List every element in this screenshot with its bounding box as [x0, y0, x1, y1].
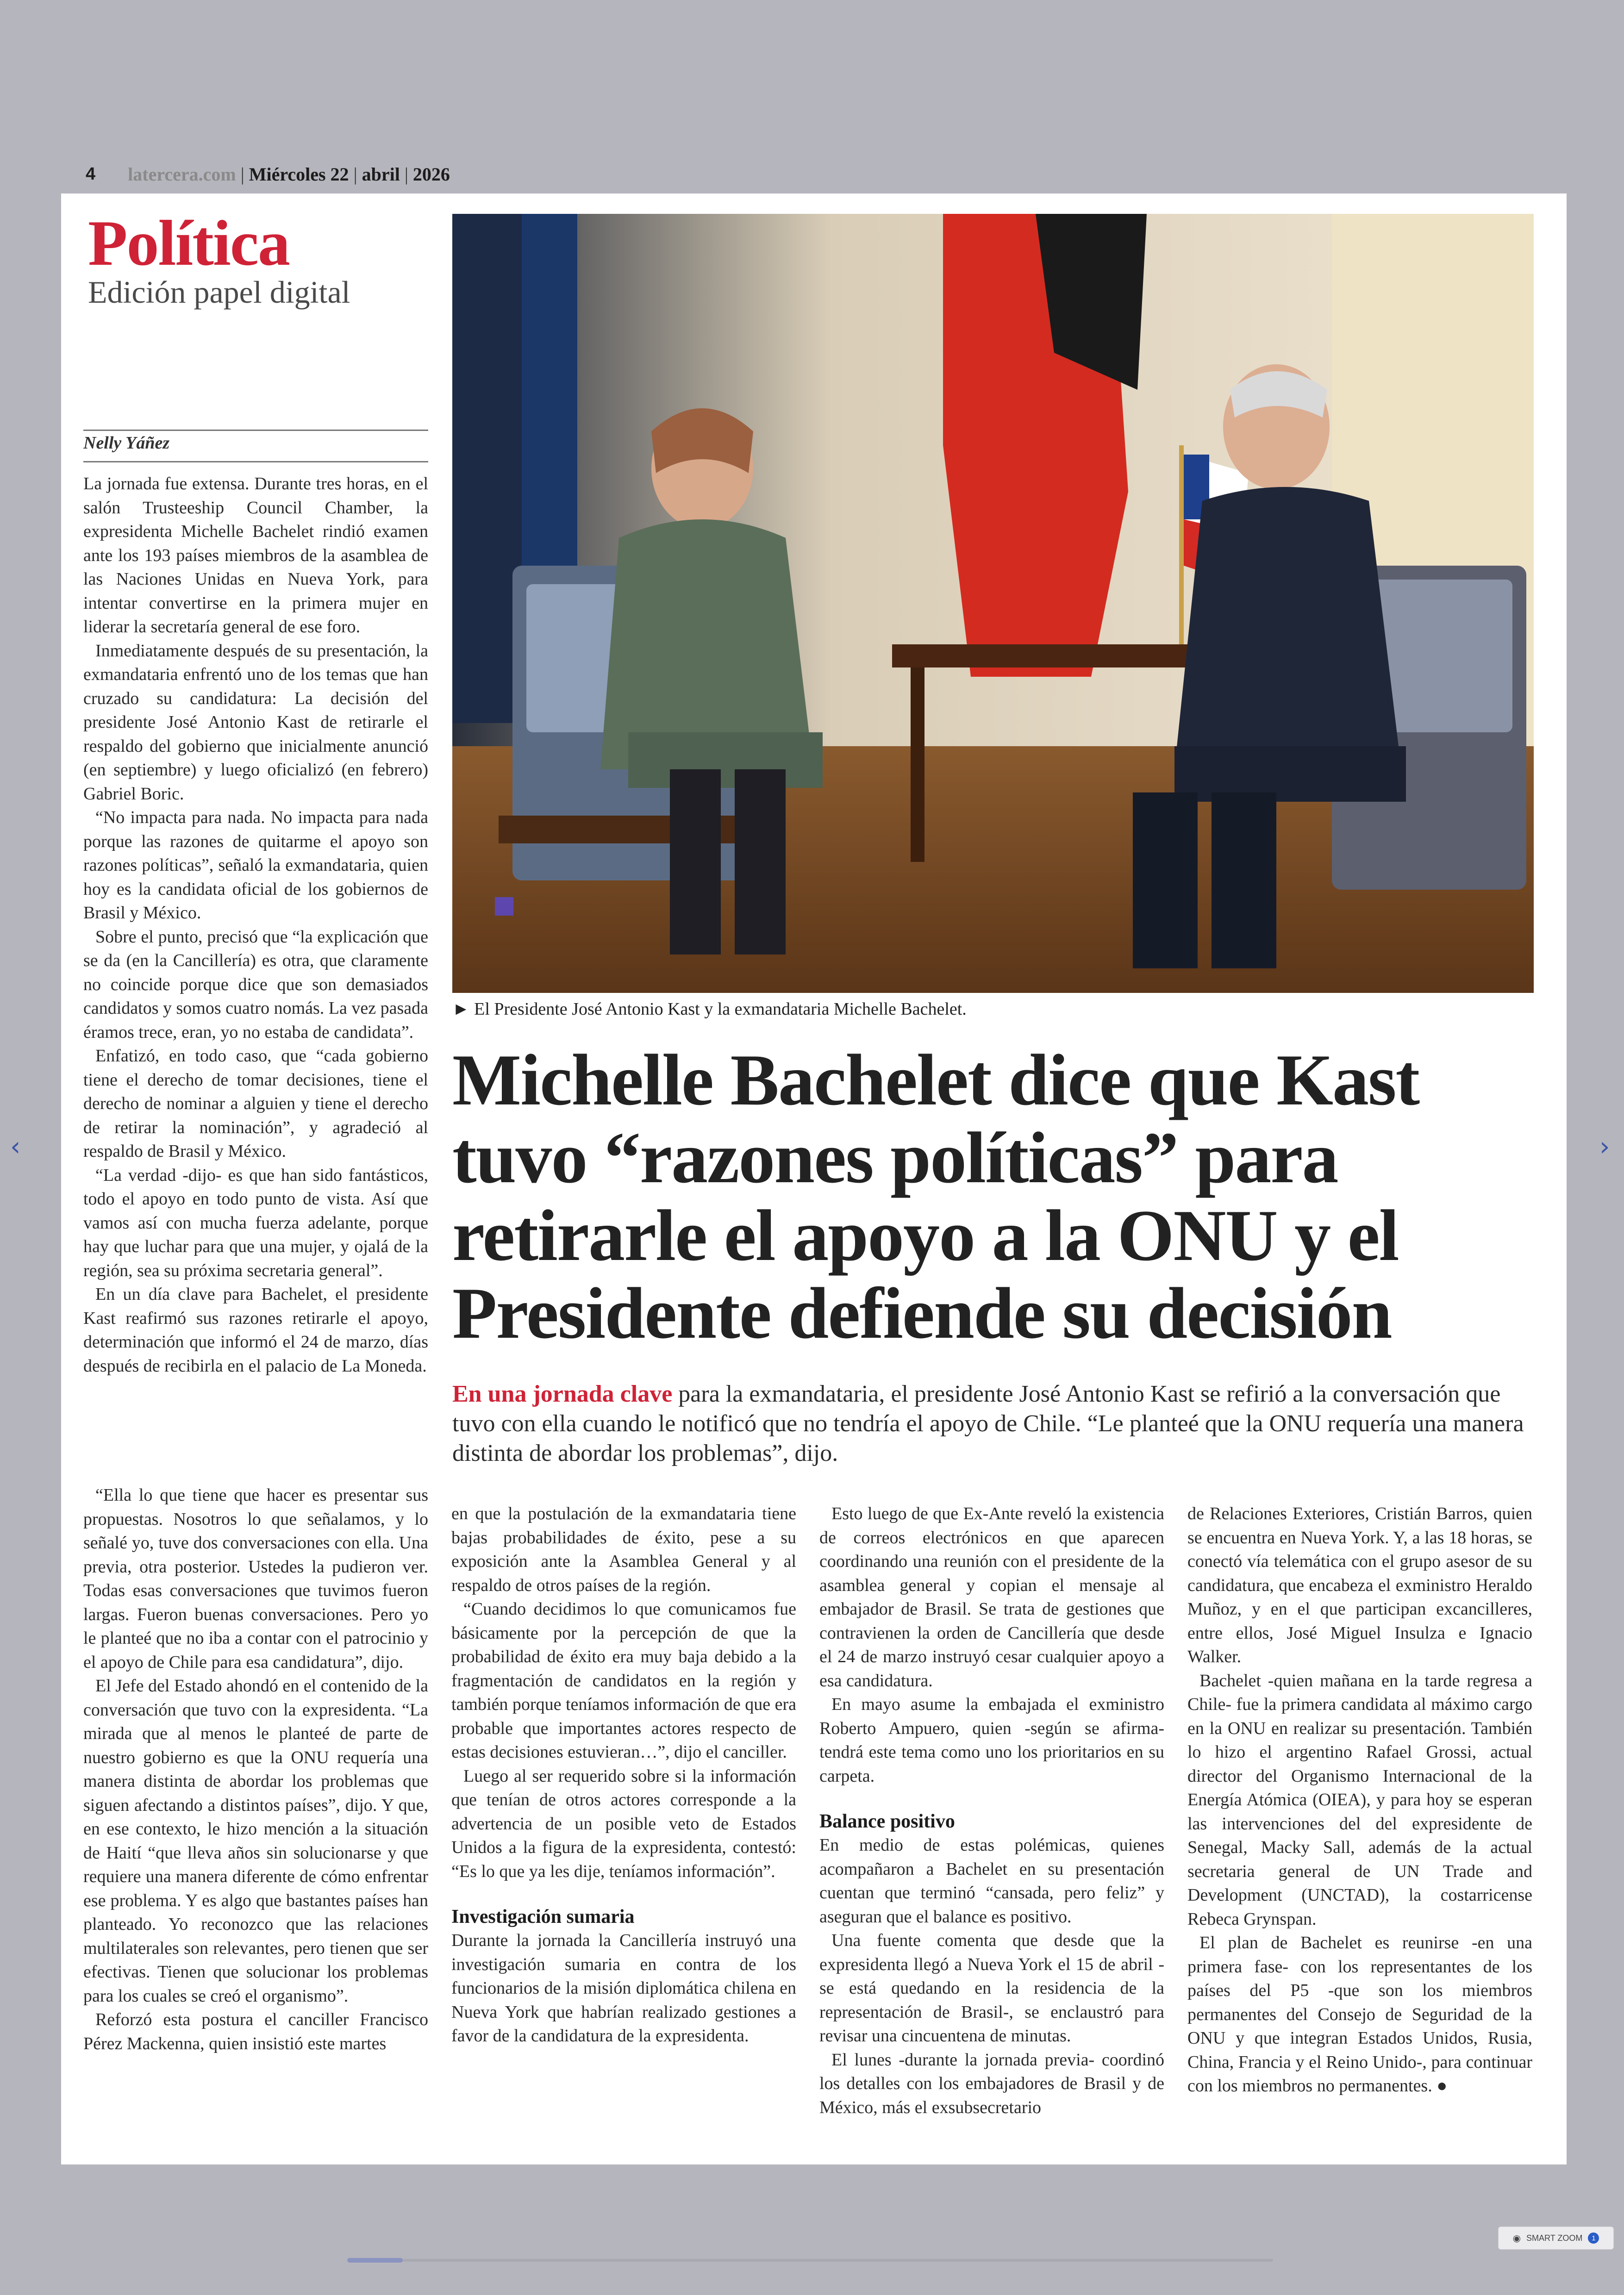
author-rule-top — [83, 430, 428, 431]
paragraph: El Jefe del Estado ahondó en el contenido de la conversación que tuvo con la expresidenta. “La mirada que al menos le planteé de parte de nuestro gobierno es que la ONU requería una manera distinta de abordar los problemas que siguen afectando a distintos países”, dijo. Y que, en ese contexto, le hizo mención a la situación de Haití “que lleva años sin solucionarse y que requiere una manera diferente de cómo enfrentar ese problema. Y es algo que bastantes países han planteado. Yo reconozco que las relaciones multilaterales son relevantes, pero tienen que ser efectivas. Tienen que solucionar los problemas para los cuales se creó el organismo”. — [83, 1676, 428, 2006]
column-2 — [451, 1502, 796, 2048]
photo-illustration — [452, 214, 1534, 993]
column-1-top — [83, 472, 428, 1378]
smart-zoom-label: SMART ZOOM — [1526, 2233, 1583, 2243]
column-4 — [1187, 1502, 1532, 2098]
date-weekday: Miércoles 22 — [249, 163, 349, 185]
byline: Nelly Yáñez — [83, 433, 170, 453]
section-title: Política — [88, 207, 289, 279]
page-header: 4 latercera.com | Miércoles 22 | abril | 2026 — [86, 163, 450, 185]
date-month: abril — [362, 163, 400, 185]
site-name: latercera.com — [128, 163, 236, 185]
paragraph: en que la postulación de la exmandataria tiene bajas probabilidades de éxito, pese a su exposición ante la Asamblea General y al respaldo de otros países de la región. — [451, 1504, 796, 1595]
paragraph: “La verdad -dijo- es que han sido fantásticos, todo el apoyo en todo punto de vista. Así que vamos así con mucha fuerza adelante, porque hay que luchar para que una mujer, y ojalá de la región, sea su próxima secretaria general”. — [83, 1165, 428, 1280]
article-headline: Michelle Bachelet dice que Kast tuvo “razones políticas” para retirarle el apoyo a la ONU y el Presidente defiende su decisión — [452, 1040, 1419, 1354]
article-deck — [452, 1379, 1526, 1468]
paragraph: Esto luego de que Ex-Ante reveló la existencia de correos electrónicos en que aparecen coordinando una reunión con el presidente de la asamblea general y copian el mensaje al embajador de Brasil. Se trata de gestiones que contravienen la orden de Cancillería que desde el 24 de marzo instruyó cesar cualquier apoyo a esa candidatura. — [819, 1504, 1164, 1690]
paragraph: Durante la jornada la Cancillería instruyó una investigación sumaria en contra de los funcionarios de la misión diplomática chilena en Nueva York que habrían realizado gestiones a favor de la candidatura de la expresidenta. — [451, 1931, 796, 2046]
column-3 — [819, 1502, 1164, 2120]
author-rule-bottom — [83, 461, 428, 462]
paragraph: Luego al ser requerido sobre si la información que tenían de otros actores corresponde a la advertencia de un posible veto de Estados Unidos a la figura de la expresidenta, contestó: “Es lo que ya les dije, teníamos información”. — [451, 1766, 796, 1881]
paragraph: Reforzó esta postura el canciller Francisco Pérez Mackenna, quien insistió este martes — [83, 2010, 428, 2053]
section-subtitle: Edición papel digital — [88, 274, 350, 310]
deck-lead: En una jornada clave — [452, 1381, 673, 1407]
paragraph: El lunes -durante la jornada previa- coordinó los detalles con los embajadores de Brasil y de México, más el exsubsecretario — [819, 2050, 1164, 2117]
paragraph: de Relaciones Exteriores, Cristián Barros, quien se encuentra en Nueva York. Y, a las 18 horas, se conectó vía telemática con el grupo asesor de su candidatura, que encabeza el exministro Heraldo Muñoz, y en el que participan excancilleres, entre ellos, José Miguel Insulza e Ignacio Walker. — [1187, 1504, 1532, 1666]
date-year: 2026 — [412, 163, 450, 185]
subheading: Balance positivo — [819, 1811, 955, 1832]
column-1-bottom — [83, 1484, 428, 2056]
prev-page-arrow[interactable]: ‹ — [10, 1132, 21, 1162]
article-photo — [452, 214, 1534, 993]
paragraph: Inmediatamente después de su presentación, la exmandataria enfrentó uno de los temas que han cruzado su candidatura: La decisión del presidente José Antonio Kast de retirarle el respaldo del gobierno que inicialmente anunció (en septiembre) y luego oficializó (en febrero) Gabriel Boric. — [83, 641, 428, 804]
paragraph: Bachelet -quien mañana en la tarde regresa a Chile- fue la primera candidata al máximo cargo en la ONU en realizar su presentación. También lo hizo el argentino Rafael Grossi, actual director del Organismo Internacional de la Energía Atómica (OIEA), y para hoy se esperan las intervenciones del del expresidente de Senegal, Macky Sall, además de la actual secretaria general de UN Trade and Development (UNCTAD), la costarricense Rebeca Grynspan. — [1187, 1671, 1532, 1929]
paragraph: El plan de Bachelet es reunirse -en una primera fase- con los representantes de los países del P5 -que son los miembros permanentes del Consejo de Seguridad de la ONU y que integran Estados Unidos, Rusia, China, Francia y el Reino Unido-, para continuar con los miembros no permanentes. ● — [1187, 1933, 1532, 2095]
deck-text: para la exmandataria, el presidente José Antonio Kast se refirió a la conversación que tuvo con ella cuando le notificó que no tendría el apoyo de Chile. “Le planteé que la ONU requería una manera distinta de abordar los problemas”, dijo. — [452, 1381, 1524, 1466]
paragraph: En mayo asume la embajada el exministro Roberto Ampuero, quien -según se afirma- tendrá este tema como uno los prioritarios en su carpeta. — [819, 1695, 1164, 1786]
next-page-arrow[interactable]: › — [1599, 1132, 1610, 1162]
smart-zoom-badge: 1 — [1588, 2233, 1599, 2244]
page-scroll-thumb[interactable] — [347, 2258, 403, 2263]
paragraph: En un día clave para Bachelet, el presidente Kast reafirmó sus razones retirarle el apoyo, determinación que informó el 24 de marzo, días después de recibirla en el palacio de La Moneda. — [83, 1285, 428, 1376]
paragraph: En medio de estas polémicas, quienes acompañaron a Bachelet en su presentación cuentan que terminó “cansada, pero feliz” y aseguran que el balance es positivo. — [819, 1835, 1164, 1927]
smart-zoom-button[interactable] — [1498, 2226, 1614, 2250]
paragraph: La jornada fue extensa. Durante tres horas, en el salón Trusteeship Council Chamber, la expresidenta Michelle Bachelet rindió examen ante los 193 países miembros de la asamblea de las Naciones Unidas en Nueva York, para intentar convertirse en la primera mujer en liderar la secretaría general de ese foro. — [83, 474, 428, 636]
photo-caption: ► El Presidente José Antonio Kast y la exmandataria Michelle Bachelet. — [452, 999, 967, 1019]
paragraph: “No impacta para nada. No impacta para nada porque las razones de quitarme el apoyo son razones políticas”, señaló la exmandataria, quien hoy es la candidata oficial de los gobiernos de Brasil y México. — [83, 808, 428, 923]
paragraph: Sobre el punto, precisó que “la explicación que se da (en la Cancillería) es otra, que claramente no coincide porque dice que son demasiados candidatos y somos cuatro nomás. La vez pasada éramos trece, eran, yo no estaba de candidata”. — [83, 927, 428, 1042]
page-scroll-track[interactable] — [347, 2259, 1273, 2262]
subheading: Investigación sumaria — [451, 1906, 635, 1927]
paragraph: Una fuente comenta que desde que la expresidenta llegó a Nueva York el 15 de abril -se está quedando en la residencia de la representación de Brasil-, se enclaustró para revisar una cincuentena de minutas. — [819, 1931, 1164, 2046]
page-number: 4 — [86, 164, 96, 184]
paragraph: “Ella lo que tiene que hacer es presentar sus propuestas. Nosotros lo que señalamos, y lo señalé yo, tuve dos conversaciones con ella. Una previa, otra posterior. Ustedes la pudieron ver. Todas esas conversaciones que tuvimos fueron largas. Fueron buenas conversaciones. Pero yo le planteé que no iba a contar con el patrocinio y el apoyo de Chile para esa candidatura”, dijo. — [83, 1485, 428, 1672]
paragraph: Enfatizó, en todo caso, que “cada gobierno tiene el derecho de tomar decisiones, tiene el derecho de nominar a alguien y tiene el derecho de retirar la nominación”, y agradeció al respaldo de Brasil y México. — [83, 1046, 428, 1161]
paragraph: “Cuando decidimos lo que comunicamos fue básicamente por la percepción de que la probabilidad de éxito era muy baja debido a la fragmentación de candidatos en la región y también porque teníamos información de que era probable que importantes actores respecto de estas decisiones estuvieran…”, dijo el canciller. — [451, 1599, 796, 1762]
eye-icon: ◉ — [1512, 2233, 1521, 2244]
